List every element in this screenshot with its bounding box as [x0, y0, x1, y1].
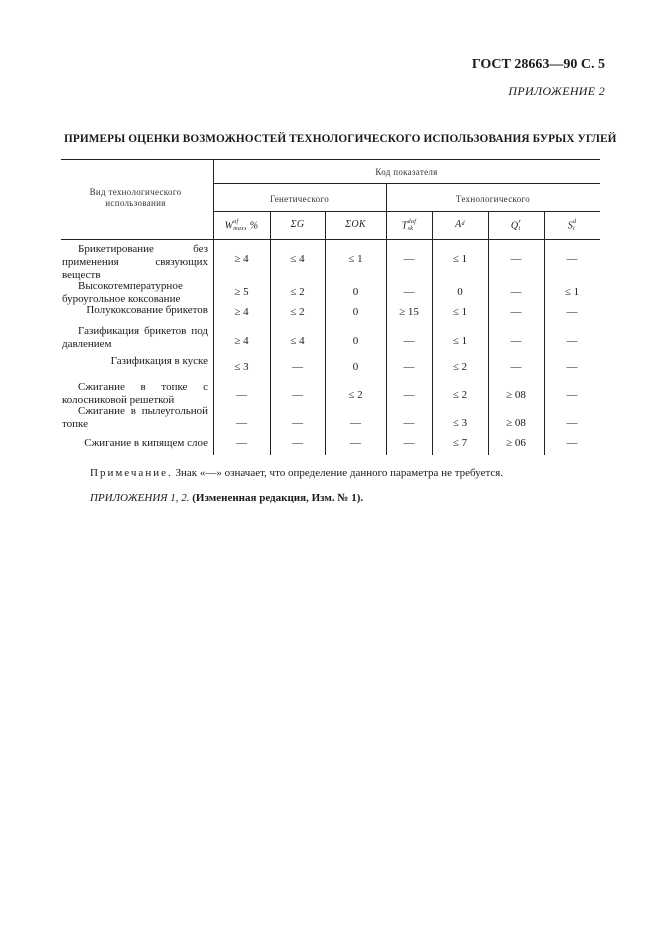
row-label: Сжигание в топке с колосниковой решеткой: [62, 381, 208, 406]
column-header: ΣG: [290, 219, 305, 230]
table-cell: —: [403, 286, 415, 298]
table-cell: ≤ 4: [290, 253, 305, 265]
amendment-footer: ПРИЛОЖЕНИЯ 1, 2. (Измененная редакция, Изм. № 1).: [90, 492, 364, 504]
table-cell: ≥ 15: [399, 306, 419, 318]
table-cell: ≥ 4: [234, 253, 249, 265]
table-cell: ≤ 2: [290, 286, 305, 298]
table-cell: ≥ 4: [234, 335, 249, 347]
table-cell: —: [566, 306, 578, 318]
table-cell: 0: [352, 335, 359, 347]
table-cell: —: [403, 417, 415, 429]
row-label: Сжигание в пылеугольной топке: [62, 405, 208, 430]
row-label: Газификация брикетов под давлением: [62, 325, 208, 350]
table-cell: ≤ 4: [290, 335, 305, 347]
table-cell: —: [292, 437, 303, 449]
table-note: Примечание. Знак «—» означает, что определение данного параметра не требуется.: [90, 467, 504, 479]
table-cell: 0: [352, 286, 359, 298]
table-cell: ≤ 1: [452, 253, 468, 265]
subgroup-header-rule: [213, 211, 600, 212]
table-cell: ≤ 2: [290, 306, 305, 318]
table-top-rule: [61, 159, 600, 160]
column-header: Tdaf sk: [401, 219, 417, 232]
group-header: Код показателя: [375, 167, 438, 177]
table-cell: ≤ 7: [452, 437, 468, 449]
column-header: Sd t: [567, 219, 577, 232]
table-cell: ≥ 06: [506, 437, 526, 449]
table-cell: ≤ 2: [348, 389, 363, 401]
table-cell: —: [350, 437, 361, 449]
table-cell: 0: [352, 361, 359, 373]
table-title: ПРИМЕРЫ ОЦЕНКИ ВОЗМОЖНОСТЕЙ ТЕХНОЛОГИЧЕСКОГО ИСПОЛЬЗОВАНИЯ БУРЫХ УГЛЕЙ: [64, 133, 617, 145]
row-label: Газификация в куске: [110, 355, 208, 367]
table-cell: ≤ 1: [564, 286, 580, 298]
table-cell: —: [403, 437, 415, 449]
subgroup-header-technological: Технологического: [455, 194, 531, 204]
row-label: Сжигание в кипящем слое: [84, 437, 208, 449]
table-cell: —: [566, 417, 578, 429]
table-cell: —: [292, 389, 303, 401]
row-label: Брикетирование без применения связующих веществ: [62, 243, 208, 281]
table-cell: ≥ 08: [506, 417, 526, 429]
column-header: ΣOK: [345, 219, 366, 230]
table-cell: —: [510, 286, 522, 298]
table-cell: —: [510, 361, 522, 373]
column-header: Waf max, %: [224, 219, 259, 232]
table-cell: ≤ 1: [348, 253, 363, 265]
table-cell: —: [236, 389, 247, 401]
header-bottom-rule: [61, 239, 600, 240]
table-cell: —: [566, 335, 578, 347]
table-cell: —: [292, 361, 303, 373]
subgroup-header-genetic: Генетического: [269, 194, 330, 204]
table-cell: —: [236, 417, 247, 429]
table-cell: 0: [457, 286, 463, 298]
row-label: Полукоксование брикетов: [86, 304, 208, 316]
table-cell: —: [510, 253, 522, 265]
column-header: Qr i: [510, 219, 522, 232]
table-cell: ≤ 1: [452, 306, 468, 318]
table-cell: —: [350, 417, 361, 429]
table-cell: —: [403, 253, 415, 265]
table-cell: ≤ 3: [234, 361, 249, 373]
table-cell: —: [510, 306, 522, 318]
table-cell: 0: [352, 306, 359, 318]
column-header: Ad: [455, 219, 465, 230]
row-label: Высокотемпературное буроугольное коксование: [62, 280, 183, 305]
group-header-rule: [213, 183, 600, 184]
table-cell: —: [566, 437, 578, 449]
table-cell: ≥ 08: [506, 389, 526, 401]
stub-header: Вид технологического использования: [89, 187, 182, 208]
document-code: ГОСТ 28663—90 С. 5: [471, 57, 605, 72]
table-cell: ≥ 4: [234, 306, 249, 318]
table-cell: ≥ 5: [234, 286, 249, 298]
table-cell: —: [292, 417, 303, 429]
table-cell: —: [403, 335, 415, 347]
table-cell: ≤ 3: [452, 417, 468, 429]
table-cell: —: [566, 253, 578, 265]
table-cell: —: [403, 361, 415, 373]
table-cell: ≤ 2: [452, 389, 468, 401]
table-cell: —: [566, 389, 578, 401]
table-cell: —: [236, 437, 247, 449]
table-cell: ≤ 2: [452, 361, 468, 373]
appendix-label: ПРИЛОЖЕНИЕ 2: [508, 84, 605, 98]
table-cell: —: [510, 335, 522, 347]
table-cell: —: [566, 361, 578, 373]
table-cell: ≤ 1: [452, 335, 468, 347]
table-cell: —: [403, 389, 415, 401]
